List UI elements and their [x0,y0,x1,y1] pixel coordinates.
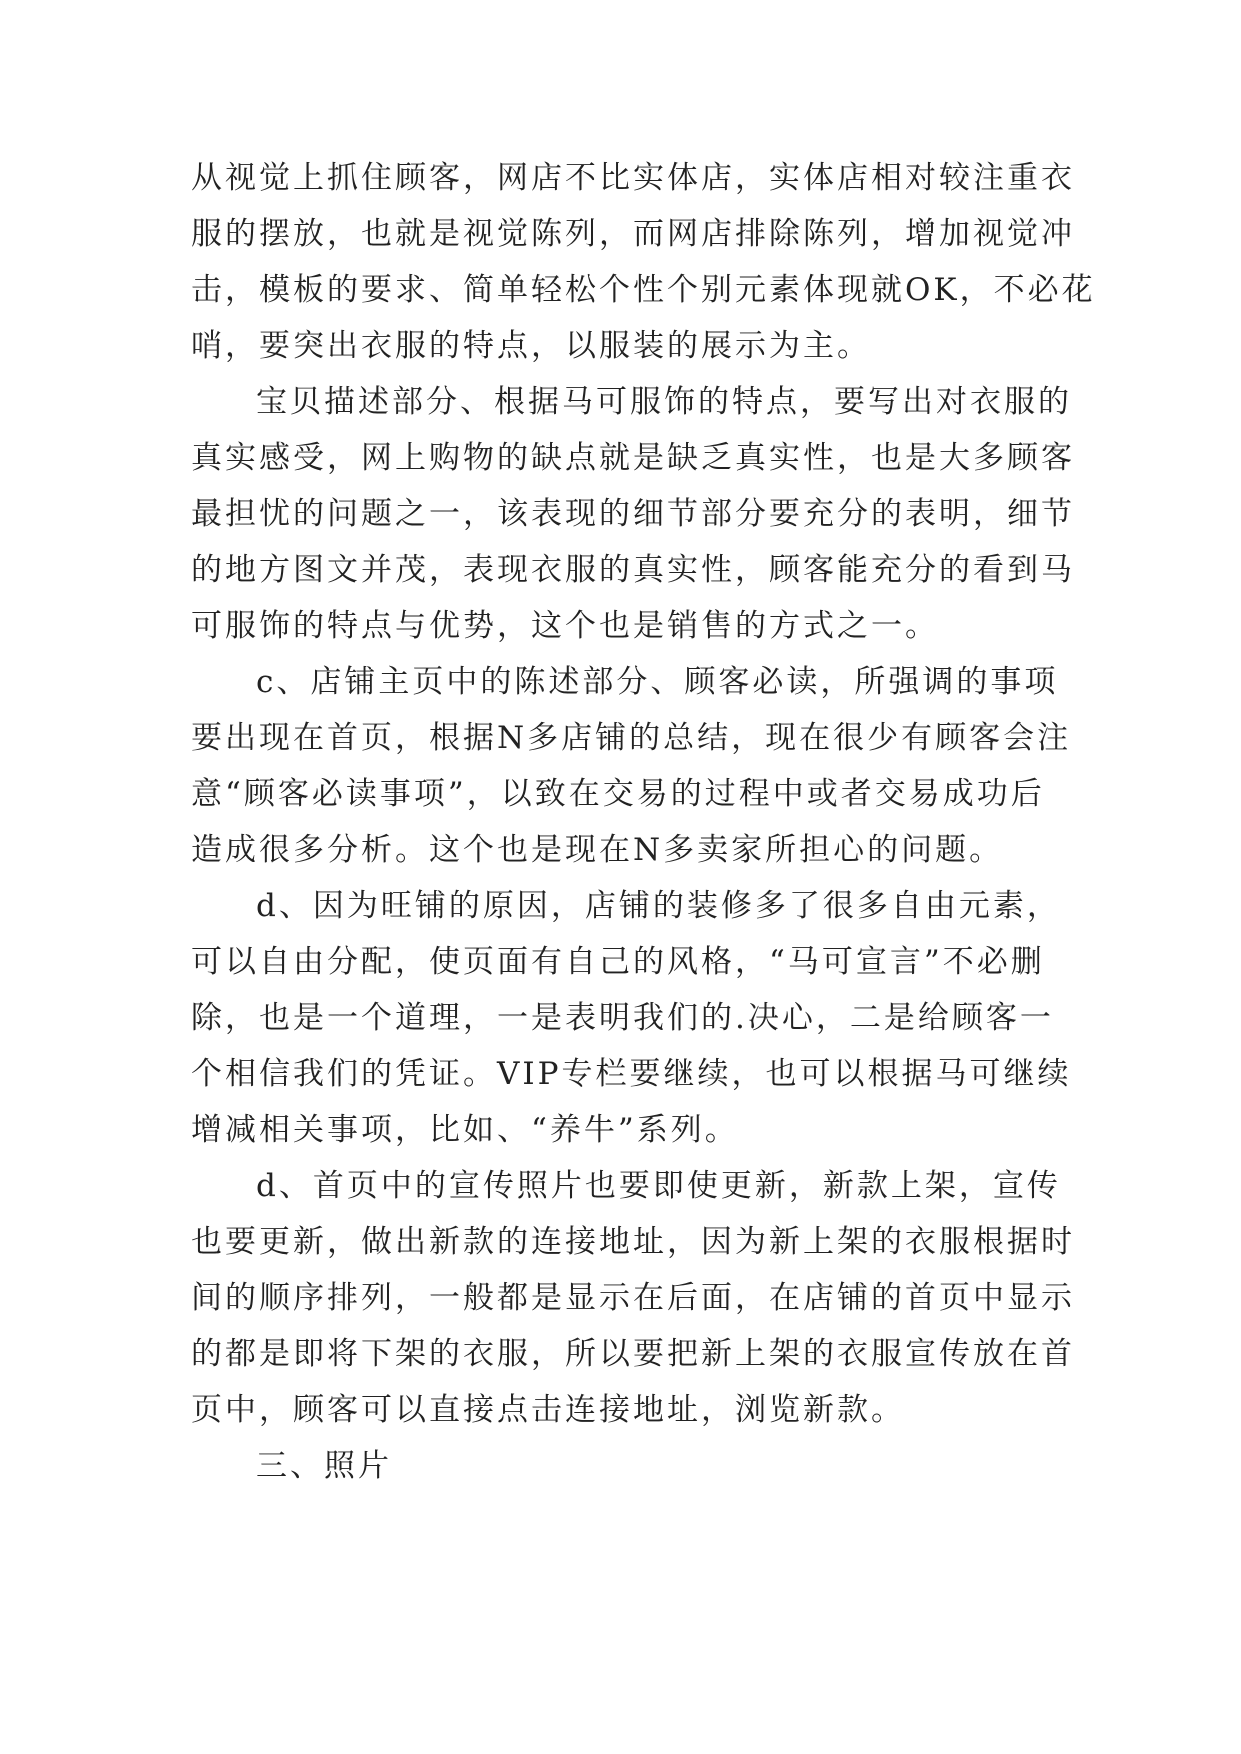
paragraph-1-line-1: 从视觉上抓住顾客，网店不比实体店，实体店相对较注重衣 [191,160,1075,196]
paragraph-2-line-4: 的地方图文并茂，表现衣服的真实性，顾客能充分的看到马 [191,552,1075,588]
paragraph-2-line-3: 最担忧的问题之一，该表现的细节部分要充分的表明，细节 [191,496,1075,532]
paragraph-5-line-1: d、首页中的宣传照片也要即使更新，新款上架，宣传 [256,1168,1061,1204]
paragraph-3-line-4: 造成很多分析。这个也是现在N多卖家所担心的问题。 [191,832,1004,868]
paragraph-1-line-4: 哨，要突出衣服的特点，以服装的展示为主。 [191,328,871,364]
paragraph-3-line-3: 意“顾客必读事项”，以致在交易的过程中或者交易成功后 [191,776,1045,812]
paragraph-2-line-2: 真实感受，网上购物的缺点就是缺乏真实性，也是大多顾客 [191,440,1075,476]
paragraph-2-line-5: 可服饰的特点与优势，这个也是销售的方式之一。 [191,608,939,644]
paragraph-5-line-2: 也要更新，做出新款的连接地址，因为新上架的衣服根据时 [191,1224,1075,1260]
paragraph-1-line-2: 服的摆放，也就是视觉陈列，而网店排除陈列，增加视觉冲 [191,216,1075,252]
paragraph-4-line-3: 除，也是一个道理，一是表明我们的.决心，二是给顾客一 [191,1000,1054,1036]
paragraph-1-line-3: 击，模板的要求、简单轻松个性个别元素体现就OK，不必花 [191,272,1096,308]
paragraph-3-line-2: 要出现在首页，根据N多店铺的总结，现在很少有顾客会注 [191,720,1072,756]
paragraph-4-line-4: 个相信我们的凭证。VIP专栏要继续，也可以根据马可继续 [191,1056,1072,1092]
paragraph-5-line-4: 的都是即将下架的衣服，所以要把新上架的衣服宣传放在首 [191,1336,1075,1372]
paragraph-4-line-1: d、因为旺铺的原因，店铺的装修多了很多自由元素， [256,888,1061,924]
paragraph-4-line-5: 增减相关事项，比如、“养牛”系列。 [191,1112,739,1148]
paragraph-4-line-2: 可以自由分配，使页面有自己的风格，“马可宣言”不必删 [191,944,1045,980]
paragraph-3-line-1: c、店铺主页中的陈述部分、顾客必读，所强调的事项 [256,664,1059,700]
document-body [191,150,1096,1494]
section-heading: 三、照片 [256,1448,392,1484]
paragraph-5-line-5: 页中，顾客可以直接点击连接地址，浏览新款。 [191,1392,905,1428]
paragraph-5-line-3: 间的顺序排列，一般都是显示在后面，在店铺的首页中显示 [191,1280,1075,1316]
paragraph-2-line-1: 宝贝描述部分、根据马可服饰的特点，要写出对衣服的 [256,384,1072,420]
